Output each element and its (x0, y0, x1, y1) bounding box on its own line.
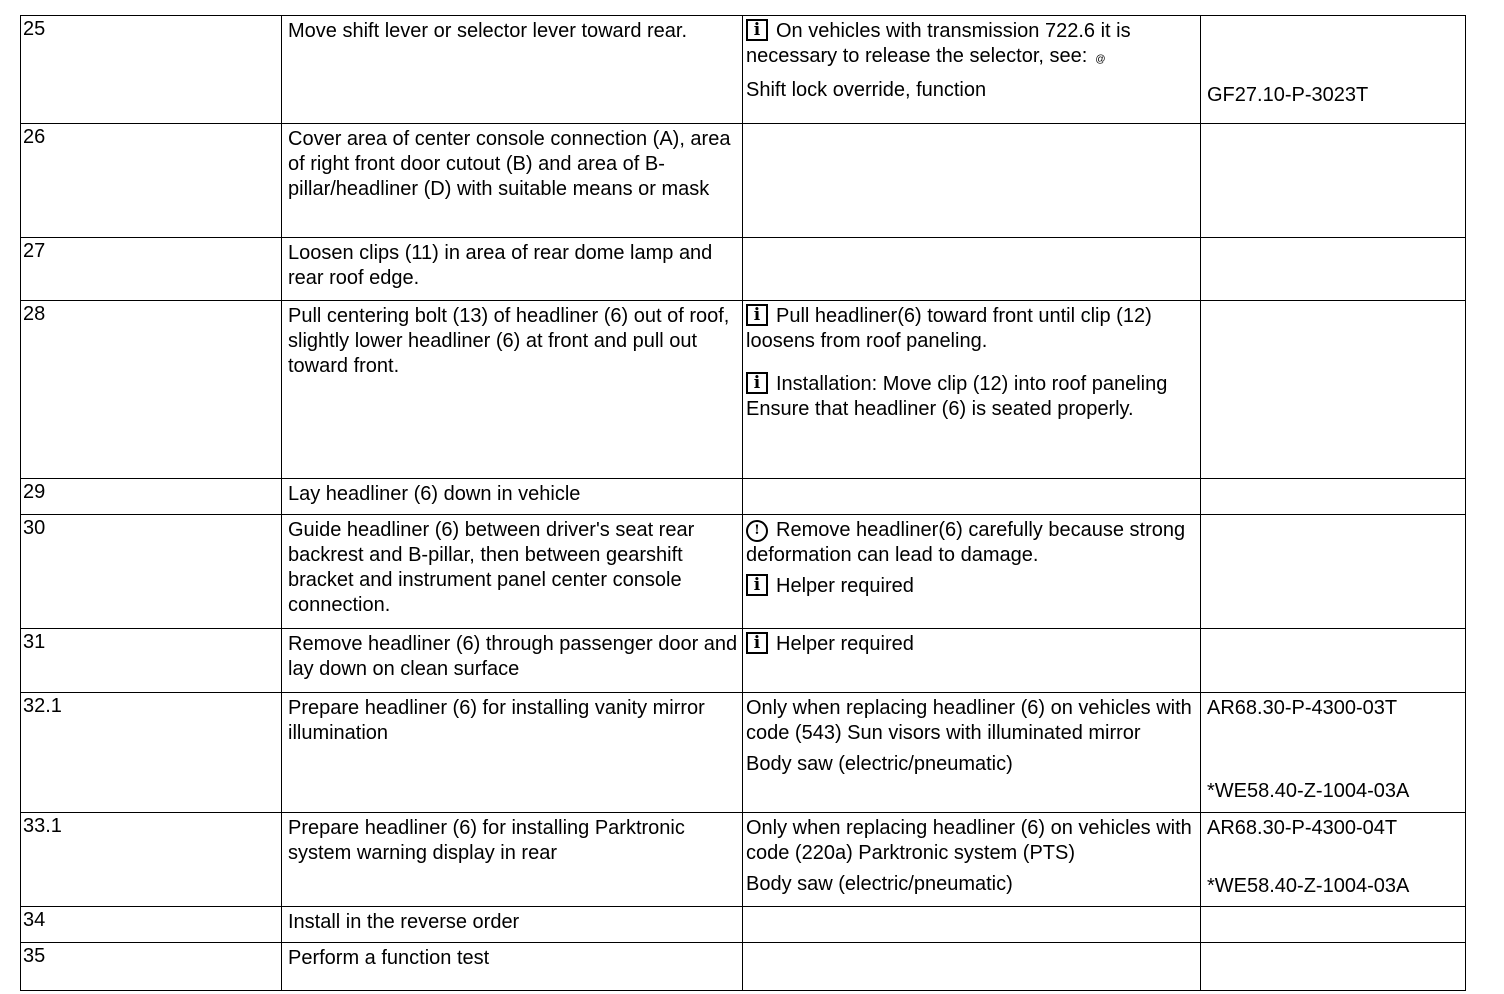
notes-cell (743, 629, 1201, 693)
operation-text: Perform a function test (282, 943, 743, 991)
table-row (21, 238, 1466, 301)
info-icon: i (746, 304, 768, 326)
operation-text: Guide headliner (6) between driver's seat rear backrest and B-pillar, then between gearshift bracket and instrument panel center console connection. (282, 515, 743, 629)
notes-cell (743, 515, 1201, 629)
note-text: Helper required (776, 633, 914, 655)
caution-icon: ! (746, 520, 768, 542)
procedure-table (20, 15, 1466, 991)
step-number: 33.1 (21, 813, 282, 907)
table-row (21, 693, 1466, 813)
reference-link[interactable]: *WE58.40-Z-1004-03A (1207, 780, 1410, 802)
table-row (21, 907, 1466, 943)
note-block (746, 574, 1196, 599)
notes-cell (743, 813, 1201, 907)
reference-link[interactable]: GF27.10-P-3023T (1207, 84, 1369, 106)
reference-cell (1201, 16, 1466, 124)
link-marker[interactable]: @ (1095, 54, 1106, 65)
info-icon: i (746, 574, 768, 596)
table-row (21, 479, 1466, 515)
table-row (21, 629, 1466, 693)
notes-cell (743, 16, 1201, 124)
reference-cell (1201, 124, 1466, 238)
reference-link[interactable]: AR68.30-P-4300-04T (1207, 817, 1398, 839)
operation-text: Prepare headliner (6) for installing Parktronic system warning display in rear (282, 813, 743, 907)
reference-cell (1201, 693, 1466, 813)
note-text: Only when replacing headliner (6) on vehicles with code (220a) Parktronic system (PTS) (746, 817, 1192, 864)
table-row (21, 943, 1466, 991)
notes-cell (743, 301, 1201, 479)
step-number: 29 (21, 479, 282, 515)
notes-cell (743, 907, 1201, 943)
note-text: Shift lock override, function (746, 79, 987, 101)
operation-text: Move shift lever or selector lever toward rear. (282, 16, 743, 124)
operation-text: Install in the reverse order (282, 907, 743, 943)
note-text: Helper required (776, 575, 914, 597)
note-text: On vehicles with transmission 722.6 it is necessary to release the selector, see: (746, 20, 1131, 67)
step-number: 25 (21, 16, 282, 124)
step-number: 35 (21, 943, 282, 991)
note-text: Body saw (electric/pneumatic) (746, 873, 1013, 895)
operation-text: Cover area of center console connection (A), area of right front door cutout (B) and area of B-pillar/headliner (D) with suitable means or mask (282, 124, 743, 238)
step-number: 27 (21, 238, 282, 301)
reference-link[interactable]: AR68.30-P-4300-03T (1207, 697, 1398, 719)
reference-cell (1201, 943, 1466, 991)
operation-text: Lay headliner (6) down in vehicle (282, 479, 743, 515)
info-icon: i (746, 19, 768, 41)
note-text: Remove headliner(6) carefully because strong deformation can lead to damage. (746, 519, 1186, 566)
step-number: 31 (21, 629, 282, 693)
operation-text: Pull centering bolt (13) of headliner (6) out of roof, slightly lower headliner (6) at front and pull out toward front. (282, 301, 743, 479)
info-icon: i (746, 632, 768, 654)
operation-text: Prepare headliner (6) for installing vanity mirror illumination (282, 693, 743, 813)
note-text: Pull headliner(6) toward front until clip (12) loosens from roof paneling. (746, 305, 1152, 352)
notes-cell (743, 124, 1201, 238)
operation-text: Loosen clips (11) in area of rear dome lamp and rear roof edge. (282, 238, 743, 301)
reference-link[interactable]: *WE58.40-Z-1004-03A (1207, 875, 1410, 897)
step-number: 28 (21, 301, 282, 479)
note-text: Installation: Move clip (12) into roof paneling Ensure that headliner (6) is seated properly. (746, 373, 1168, 420)
notes-cell (743, 238, 1201, 301)
reference-cell (1201, 907, 1466, 943)
step-number: 26 (21, 124, 282, 238)
table-row (21, 124, 1466, 238)
note-text: Body saw (electric/pneumatic) (746, 753, 1013, 775)
note-block (746, 372, 1196, 422)
reference-cell (1201, 238, 1466, 301)
step-number: 30 (21, 515, 282, 629)
step-number: 34 (21, 907, 282, 943)
reference-cell (1201, 629, 1466, 693)
step-number: 32.1 (21, 693, 282, 813)
reference-cell (1201, 515, 1466, 629)
notes-cell (743, 479, 1201, 515)
notes-cell (743, 693, 1201, 813)
reference-cell (1201, 813, 1466, 907)
table-row (21, 515, 1466, 629)
table-row (21, 813, 1466, 907)
table-row (21, 301, 1466, 479)
info-icon: i (746, 372, 768, 394)
operation-text: Remove headliner (6) through passenger door and lay down on clean surface (282, 629, 743, 693)
reference-cell (1201, 479, 1466, 515)
table-row (21, 16, 1466, 124)
note-text: Only when replacing headliner (6) on vehicles with code (543) Sun visors with illuminated mirror (746, 697, 1192, 744)
notes-cell (743, 943, 1201, 991)
reference-cell (1201, 301, 1466, 479)
